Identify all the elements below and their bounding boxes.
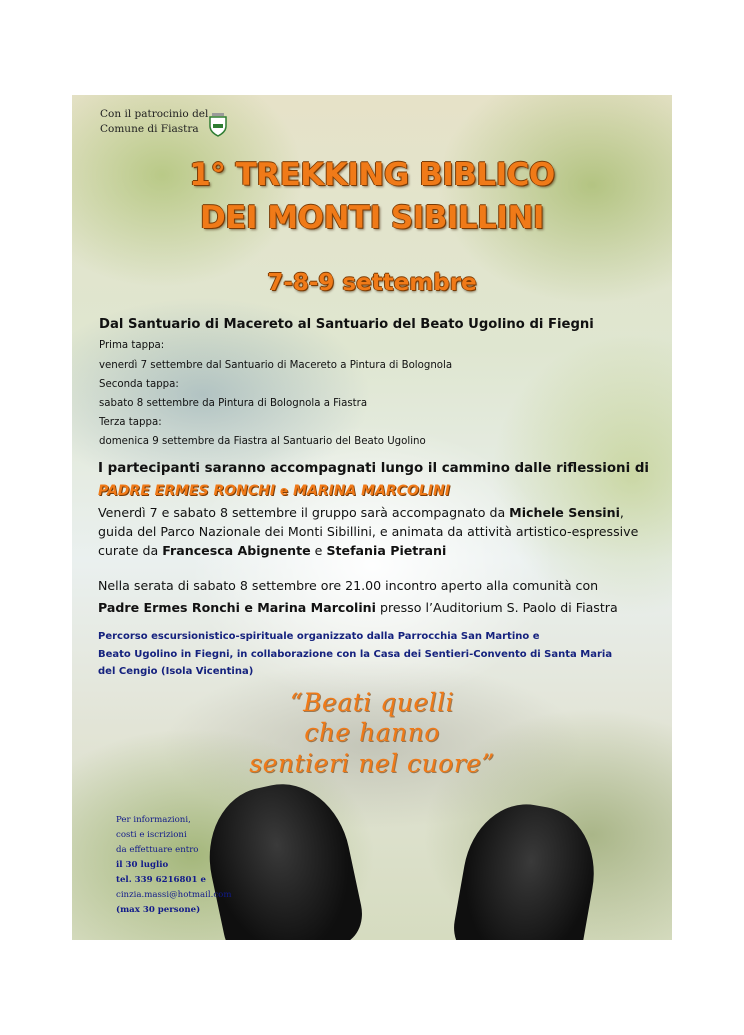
quote-line-2: che hanno	[304, 718, 440, 747]
guide-line-1	[98, 503, 624, 522]
speaker-2-name: MARINA MARCOLINI	[292, 483, 450, 499]
info-deadline: il 30 luglio	[116, 860, 169, 870]
organizer-line-1: Percorso escursionistico-spirituale organizzato dalla Parrocchia San Martino e	[98, 631, 540, 642]
patronage-line2: Comune di Fiastra	[100, 123, 199, 135]
guide-line-1-punct: ,	[619, 505, 624, 520]
info-max-participants: (max 30 persone)	[116, 905, 201, 915]
poster	[72, 95, 672, 940]
info-line-1: Per informazioni,	[116, 815, 191, 825]
contact-info	[116, 813, 231, 918]
evening-line-2	[98, 598, 618, 617]
stage-3-label: Terza tappa:	[99, 417, 162, 428]
info-email[interactable]: cinzia.massi@hotmail.com	[116, 890, 232, 900]
quote-line-3: sentieri nel cuore”	[249, 749, 495, 778]
stage-1-label: Prima tappa:	[99, 340, 165, 351]
guide-line-1-text: Venerdì 7 e sabato 8 settembre il gruppo sarà accompagnato da	[98, 505, 510, 520]
route-title: Dal Santuario di Macereto al Santuario del Beato Ugolino di Fiegni	[99, 317, 594, 332]
speakers-conjunction: e	[279, 484, 289, 498]
info-phone[interactable]: tel. 339 6216801 e	[116, 875, 206, 885]
title-line-1: 1° TREKKING BIBLICO	[189, 157, 555, 193]
artist-2-name: Stefania Pietrani	[326, 543, 447, 558]
speaker-1-name: PADRE ERMES RONCHI	[98, 483, 276, 499]
stage-1-detail: venerdì 7 settembre dal Santuario di Macereto a Pintura di Bolognola	[99, 360, 453, 371]
speakers-names	[98, 483, 450, 499]
organizer-text	[98, 628, 612, 681]
info-line-2: costi e iscrizioni	[116, 830, 187, 840]
quote-line-1: “Beati quelli	[289, 688, 455, 717]
guide-name: Michele Sensini	[509, 505, 620, 520]
guide-line-3-text: curate da	[98, 543, 163, 558]
guide-line-2: guida del Parco Nazionale dei Monti Sibillini, e animata da attività artistico-espressive	[98, 524, 639, 539]
patronage-text	[100, 107, 208, 137]
evening-speakers: Padre Ermes Ronchi e Marina Marcolini	[98, 600, 376, 615]
evening-line-1: Nella serata di sabato 8 settembre ore 21.00 incontro aperto alla comunità con	[98, 578, 599, 593]
right-shoe-decoration	[449, 795, 605, 940]
stage-2-detail: sabato 8 settembre da Pintura di Bolognola a Fiastra	[99, 398, 368, 409]
patronage-line1: Con il patrocinio del	[100, 108, 209, 120]
municipal-crest-icon	[207, 111, 229, 137]
guide-line-3	[98, 541, 446, 560]
info-line-3: da effettuare entro	[116, 845, 199, 855]
participants-intro: I partecipanti saranno accompagnati lungo il cammino dalle riflessioni di	[98, 461, 649, 476]
stage-2-label: Seconda tappa:	[99, 379, 179, 390]
stage-3-detail: domenica 9 settembre da Fiastra al Santuario del Beato Ugolino	[99, 436, 426, 447]
title-line-2: DEI MONTI SIBILLINI	[200, 200, 544, 236]
evening-venue: presso l’Auditorium S. Paolo di Fiastra	[375, 600, 618, 615]
organizer-line-3: del Cengio (Isola Vicentina)	[98, 666, 254, 677]
artist-1-name: Francesca Abignente	[162, 543, 311, 558]
organizer-line-2: Beato Ugolino in Fiegni, in collaborazione con la Casa dei Sentieri-Convento di Santa Maria	[98, 648, 613, 660]
event-dates: 7-8-9 settembre	[267, 270, 477, 296]
guide-line-3-conj: e	[310, 543, 327, 558]
